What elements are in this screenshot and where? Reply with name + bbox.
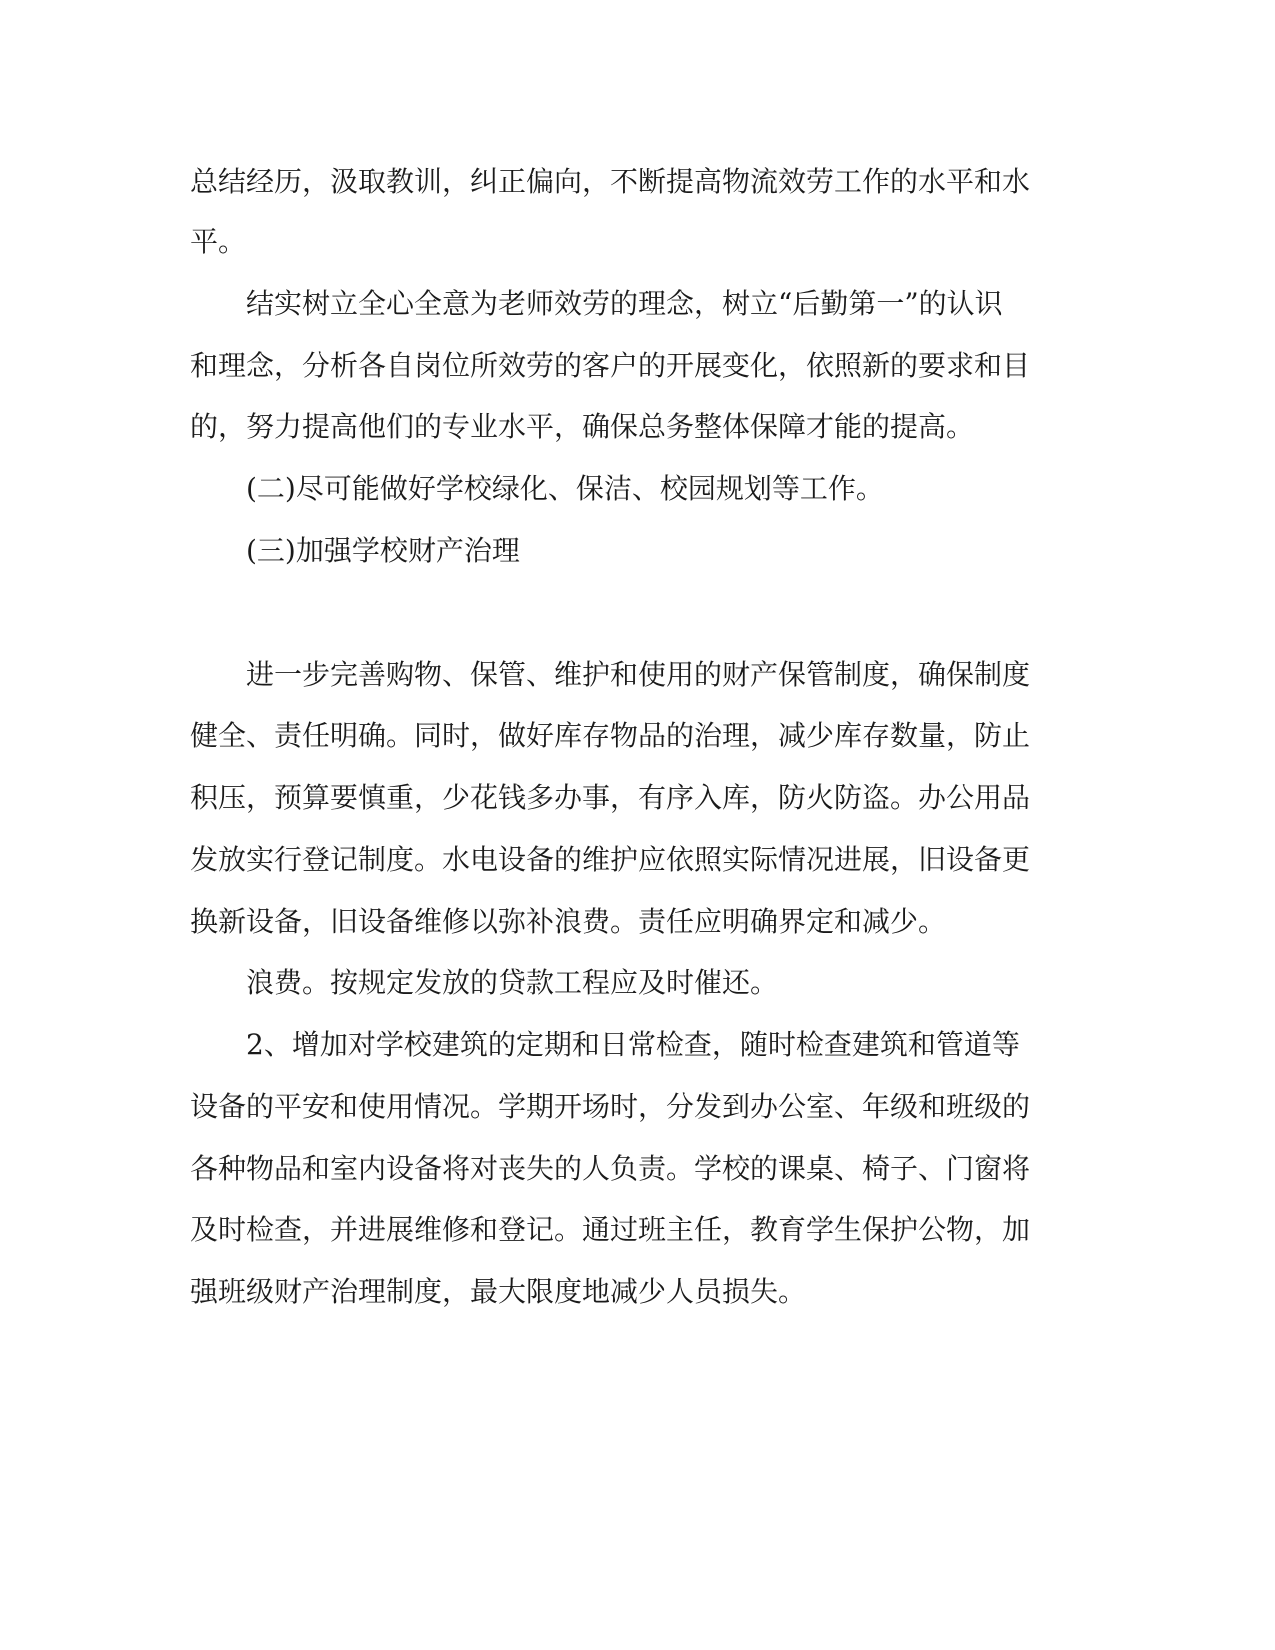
paragraph-line: 2、增加对学校建筑的定期和日常检查，随时检查建筑和管道等 [246, 1028, 1020, 1061]
paragraph-line: 和理念，分析各自岗位所效劳的客户的开展变化，依照新的要求和目 [190, 349, 1031, 382]
paragraph-line: 换新设备，旧设备维修以弥补浪费。责任应明确界定和减少。 [190, 905, 947, 938]
paragraph-line: 平。 [190, 225, 247, 258]
paragraph-line: 浪费。按规定发放的贷款工程应及时催还。 [246, 966, 779, 999]
section-heading-3: (三)加强学校财产治理 [246, 534, 520, 567]
paragraph-line: 设备的平安和使用情况。学期开场时，分发到办公室、年级和班级的 [190, 1090, 1031, 1123]
paragraph-line: 发放实行登记制度。水电设备的维护应依照实际情况进展，旧设备更 [190, 843, 1031, 876]
paragraph-line: 健全、责任明确。同时，做好库存物品的治理，减少库存数量，防止 [190, 719, 1031, 752]
paragraph-line: 强班级财产治理制度，最大限度地减少人员损失。 [190, 1275, 807, 1308]
list-item-2: (二)尽可能做好学校绿化、保洁、校园规划等工作。 [246, 472, 884, 505]
paragraph-line: 的，努力提高他们的专业水平，确保总务整体保障才能的提高。 [190, 410, 975, 443]
paragraph-line: 各种物品和室内设备将对丧失的人负责。学校的课桌、椅子、门窗将 [190, 1152, 1031, 1185]
paragraph-line: 进一步完善购物、保管、维护和使用的财产保管制度，确保制度 [246, 658, 1031, 691]
paragraph-line: 积压，预算要慎重，少花钱多办事，有序入库，防火防盗。办公用品 [190, 781, 1031, 814]
paragraph-line: 及时检查，并进展维修和登记。通过班主任，教育学生保护公物，加 [190, 1213, 1031, 1246]
paragraph-line: 总结经历，汲取教训，纠正偏向，不断提高物流效劳工作的水平和水 [190, 165, 1031, 198]
paragraph-line: 结实树立全心全意为老师效劳的理念，树立“后勤第一”的认识 [246, 287, 1003, 320]
